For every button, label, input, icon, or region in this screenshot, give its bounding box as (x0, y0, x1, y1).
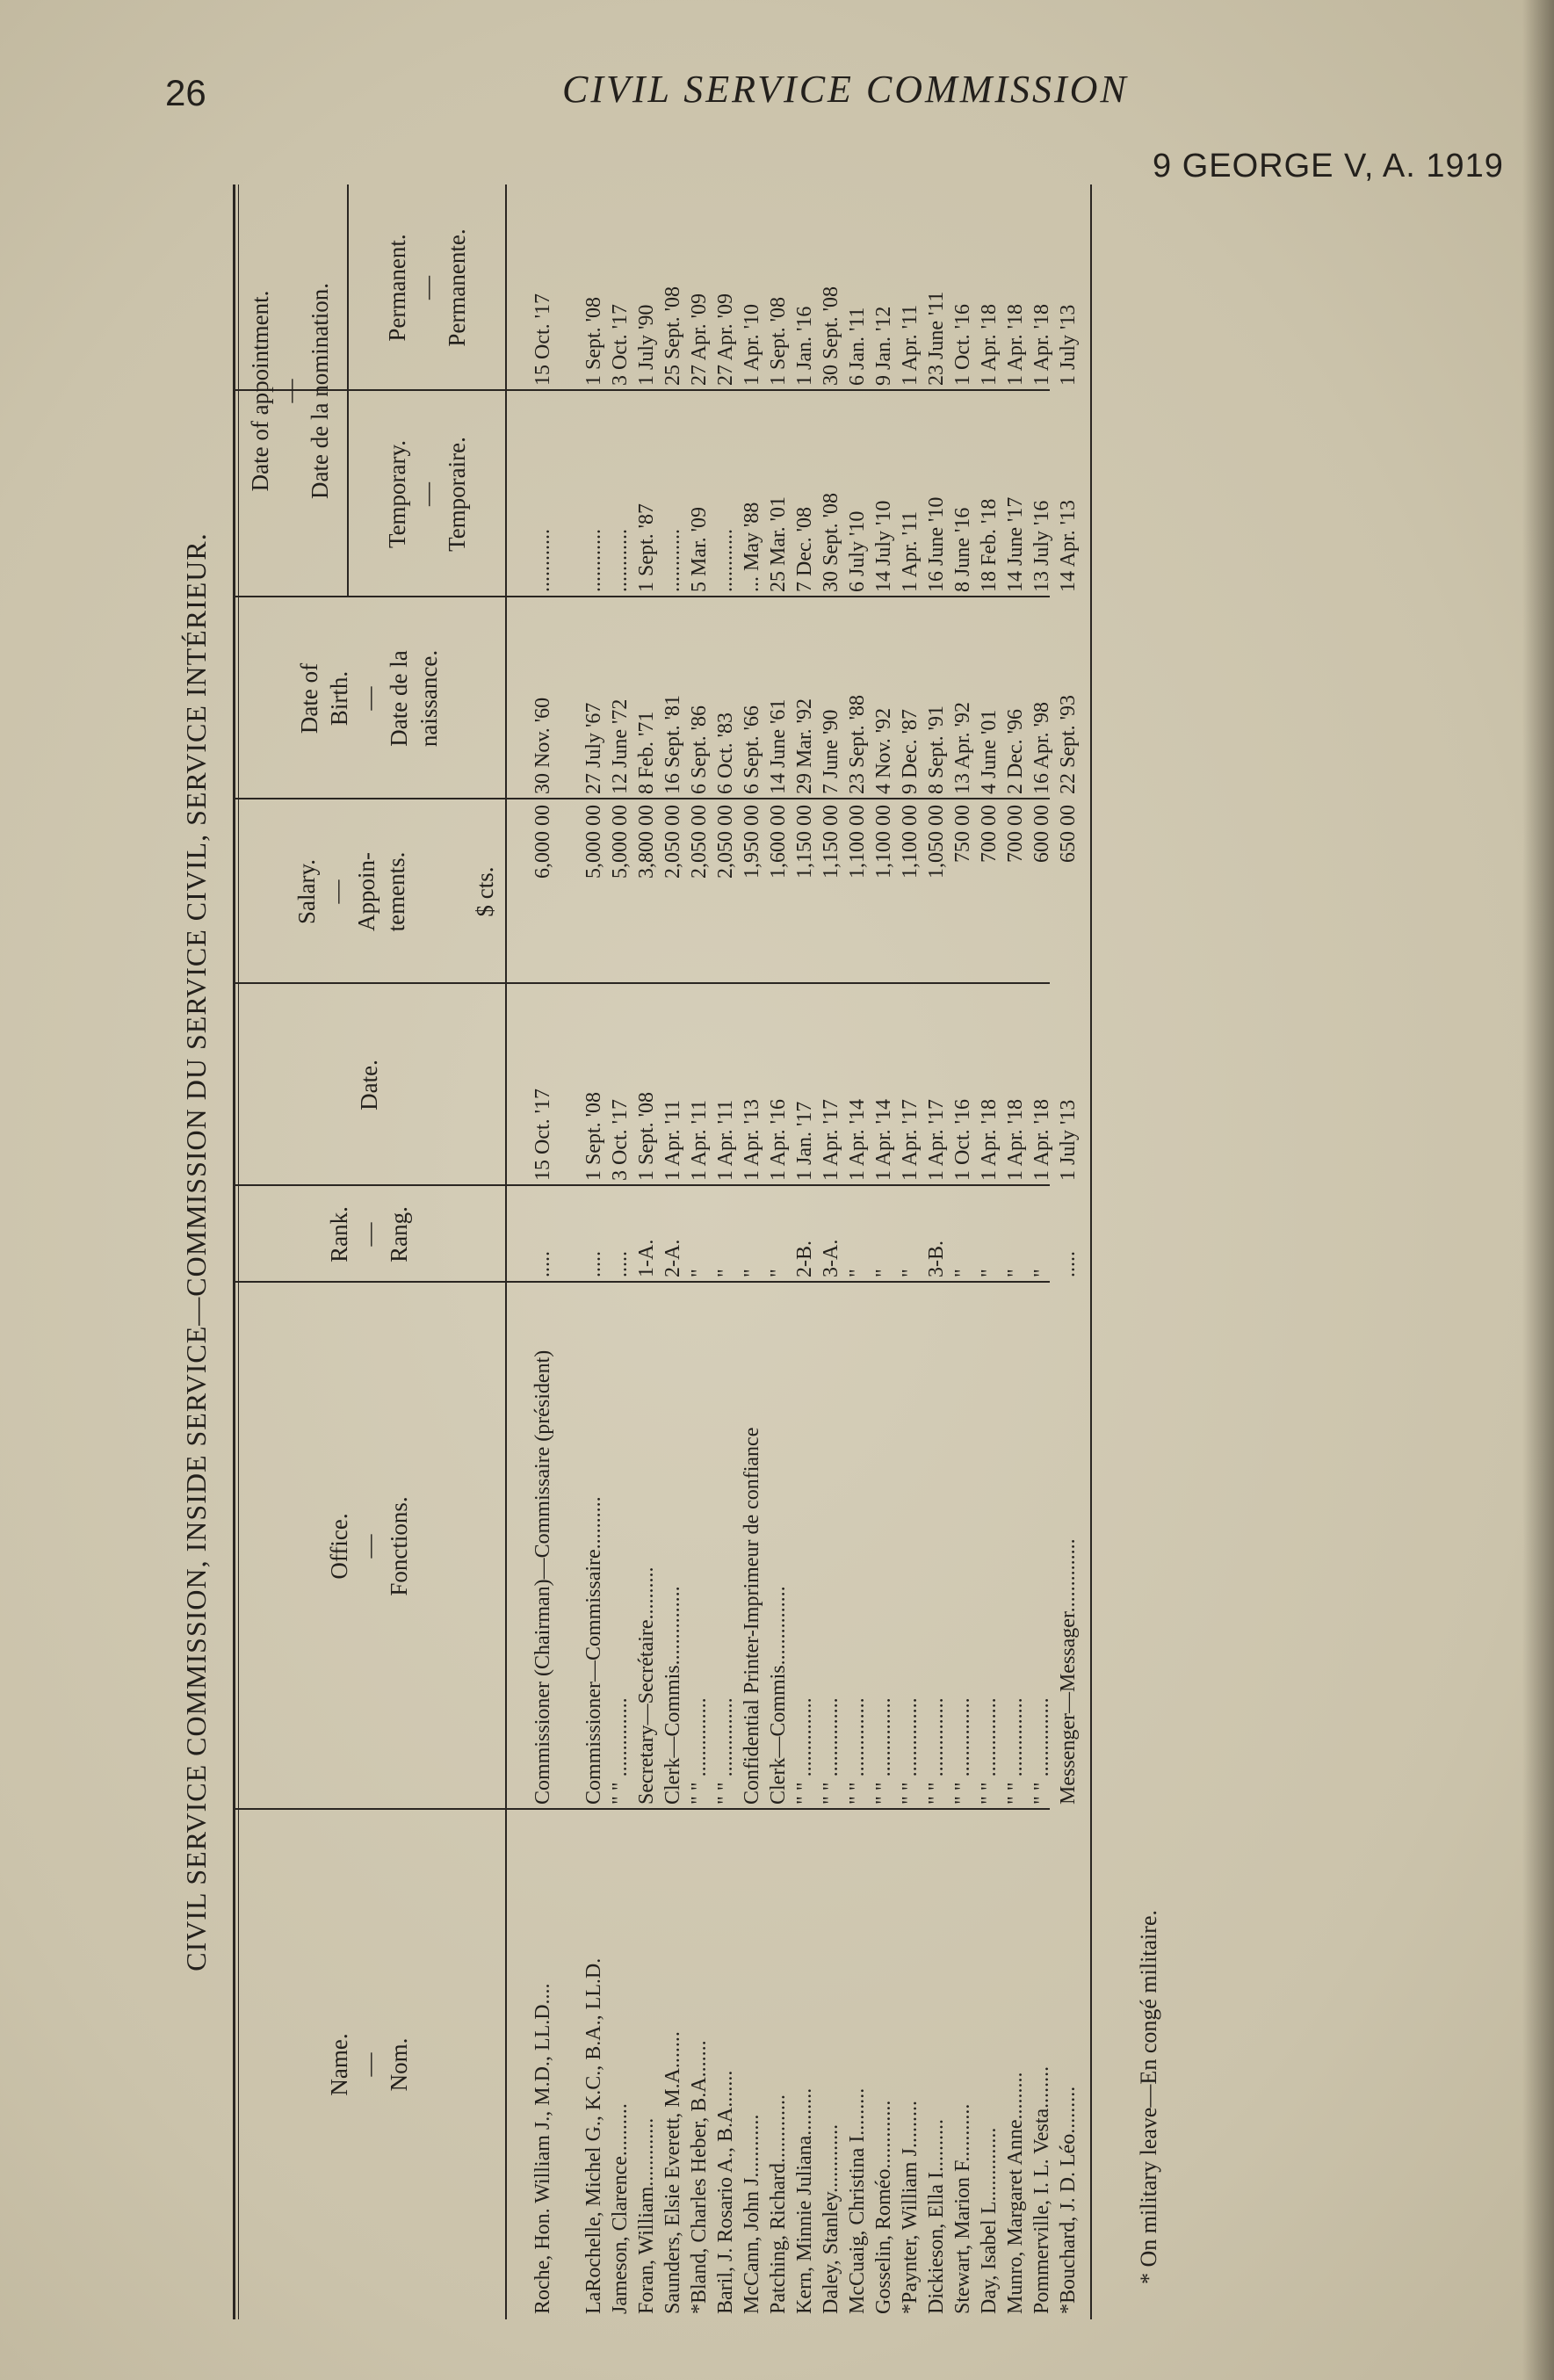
table-row (1057, 184, 1081, 2319)
cell-birth: 8 Feb. '71 (635, 711, 658, 794)
cell-date: 1 Apr. '17 (925, 1099, 948, 1181)
table-row (661, 184, 686, 2319)
cell-permanent: 1 Sept. '08 (767, 297, 790, 386)
cell-temporary: 1 Sept. '87 (635, 503, 658, 592)
cell-office: " " ............... (688, 1697, 711, 1805)
cell-permanent: 1 Oct. '16 (951, 304, 974, 386)
table-row (951, 184, 976, 2319)
cell-birth: 13 Apr. '92 (951, 702, 974, 794)
cell-date: 1 Apr. '11 (714, 1099, 737, 1181)
cell-salary: 6,000 00 (531, 805, 554, 879)
header-salary-line: — (323, 879, 350, 904)
cell-date: 1 Oct. '16 (951, 1099, 974, 1181)
header-salary (233, 799, 470, 984)
header-office-line: Office. (326, 1513, 352, 1580)
cell-birth: 27 July '67 (582, 702, 605, 794)
header-rank-line: Rang. (386, 1206, 412, 1262)
cell-temporary: 30 Sept. '08 (820, 493, 842, 592)
table-row (1030, 184, 1055, 2319)
header-rank-line: — (356, 1222, 382, 1247)
cell-date: 1 Apr. '18 (978, 1099, 1001, 1181)
cell-date: 1 Apr. '14 (872, 1099, 895, 1181)
cell-name: *Paynter, William J......... (899, 2101, 922, 2314)
cell-date: 1 July '13 (1057, 1099, 1080, 1181)
cell-rank: " (978, 1269, 1001, 1277)
header-rank-line: Rank. (326, 1206, 352, 1262)
cell-rank: " (1030, 1269, 1053, 1277)
cell-temporary: ............ (714, 529, 737, 592)
table-row (846, 184, 871, 2319)
cell-rank: ..... (531, 1251, 554, 1277)
cell-permanent: 27 Apr. '09 (714, 293, 737, 386)
cell-office: " " ............... (925, 1697, 948, 1805)
cell-temporary: 14 Apr. '13 (1057, 500, 1080, 592)
cell-office: Commissioner—Commissaire.......... (582, 1496, 605, 1805)
cell-rank: " (951, 1269, 974, 1277)
cell-birth: 16 Apr. '98 (1030, 702, 1053, 794)
cell-date: 1 Apr. '16 (767, 1099, 790, 1181)
table-row (978, 184, 1002, 2319)
cell-office: Clerk—Commis............... (767, 1586, 790, 1805)
table-row (899, 184, 923, 2319)
cell-date: 1 Apr. '18 (1030, 1099, 1053, 1181)
cell-permanent: 6 Jan. '11 (846, 307, 869, 386)
cell-rank: 3-B. (925, 1241, 948, 1277)
header-permanent-line: Permanent. (384, 234, 410, 342)
table-row (793, 184, 818, 2319)
header-permanent-line: Permanente. (444, 228, 470, 347)
header-appointment-line: Date de la nomination. (307, 283, 333, 499)
cell-office: " " ............... (1030, 1697, 1053, 1805)
cell-temporary: 16 June '10 (925, 496, 948, 592)
cell-temporary: 5 Mar. '09 (688, 507, 711, 592)
header-date (233, 984, 505, 1186)
table-row (582, 184, 607, 2319)
cell-permanent: 1 Apr. '18 (1030, 304, 1053, 386)
cell-permanent: 25 Sept. '08 (661, 286, 684, 386)
cell-date: 3 Oct. '17 (609, 1099, 632, 1181)
table-row (609, 184, 633, 2319)
table-rule-2 (505, 184, 507, 2319)
header-temporary-line: — (414, 482, 440, 506)
cell-office: " " ............... (609, 1697, 632, 1805)
cell-name: Saunders, Elsie Everett, M.A....... (661, 2031, 684, 2314)
cell-rank: ..... (1057, 1251, 1080, 1277)
cell-rank: " (714, 1269, 737, 1277)
cell-salary: 1,600 00 (767, 805, 790, 879)
table-row (820, 184, 844, 2319)
header-appointment-line: — (277, 379, 303, 403)
cell-rank: " (741, 1269, 763, 1277)
cell-office: " " ............... (951, 1697, 974, 1805)
cell-salary: 700 00 (1004, 805, 1027, 863)
cell-temporary: 13 July '16 (1030, 500, 1053, 592)
header-date-line: Date. (356, 1060, 382, 1110)
header-office (233, 1283, 505, 1810)
cell-permanent: 3 Oct. '17 (609, 304, 632, 386)
header-birth (233, 597, 505, 799)
cell-date: 1 Sept. '08 (635, 1092, 658, 1181)
cell-name: Pommerville, I. L. Vesta........ (1030, 2065, 1053, 2314)
cell-name: Foran, William............. (635, 2117, 658, 2314)
cell-permanent: 30 Sept. '08 (820, 286, 842, 386)
cell-office: " " ............... (899, 1697, 922, 1805)
cell-salary: 1,050 00 (925, 805, 948, 879)
header-temporary-line: Temporaire. (444, 437, 470, 552)
cell-rank: 2-B. (793, 1241, 816, 1277)
cell-name: Kern, Minnie Juliana......... (793, 2087, 816, 2314)
cell-name: McCuaig, Christina I......... (846, 2087, 869, 2314)
cell-temporary: ............ (609, 529, 632, 592)
cell-name: Jameson, Clarence.......... (609, 2103, 632, 2314)
cell-date: 1 Apr. '13 (741, 1099, 763, 1181)
cell-temporary: ... May '88 (741, 502, 763, 592)
cell-salary: 2,050 00 (688, 805, 711, 879)
table-row (531, 184, 581, 2319)
header-birth-line: Birth. (326, 670, 352, 727)
header-office-line: — (356, 1534, 382, 1559)
table-row (635, 184, 660, 2319)
cell-name: Dickieson, Ella I.......... (925, 2119, 948, 2314)
cell-office: " " ............... (793, 1697, 816, 1805)
cell-salary: 2,050 00 (661, 805, 684, 879)
cell-rank: 2-A. (661, 1239, 684, 1277)
staff-table (180, 184, 1322, 2319)
header-rank (233, 1186, 505, 1283)
cell-rank: " (899, 1269, 922, 1277)
cell-temporary: ............ (661, 529, 684, 592)
cell-salary: 2,050 00 (714, 805, 737, 879)
cell-birth: 23 Sept. '88 (846, 695, 869, 794)
header-temporary-line: Temporary. (384, 439, 410, 549)
header-birth-line: naissance. (416, 649, 442, 748)
cell-temporary: 6 July '10 (846, 510, 869, 592)
cell-salary: 1,100 00 (899, 805, 922, 879)
cell-salary: 5,000 00 (609, 805, 632, 879)
cell-salary: 3,800 00 (635, 805, 658, 879)
cell-temporary: ............ (582, 529, 605, 592)
header-name-line: Name. (326, 2033, 352, 2096)
cell-date: 15 Oct. '17 (531, 1089, 554, 1181)
cell-birth: 6 Sept. '66 (741, 705, 763, 794)
header-salary-line: Salary. (293, 859, 320, 924)
cell-office: Commissioner (Chairman)—Commissaire (président) (531, 1349, 554, 1805)
cell-birth: 9 Dec. '87 (899, 709, 922, 794)
table-row (767, 184, 791, 2319)
cell-rank: " (767, 1269, 790, 1277)
cell-salary: 1,100 00 (846, 805, 869, 879)
cell-office: " " ............... (846, 1697, 869, 1805)
cell-permanent: 9 Jan. '12 (872, 306, 895, 386)
cell-rank: " (846, 1269, 869, 1277)
cell-birth: 4 June '01 (978, 709, 1001, 794)
session-label: 9 GEORGE V, A. 1919 (1153, 148, 1504, 184)
cell-date: 1 Apr. '18 (1004, 1099, 1027, 1181)
cell-temporary: 8 June '16 (951, 507, 974, 592)
cell-rank: ..... (609, 1251, 632, 1277)
cell-name: Patching, Richard............. (767, 2094, 790, 2314)
cell-office: " " ............... (820, 1697, 842, 1805)
page-edge-shadow (1522, 0, 1554, 2380)
cell-office: " " ............... (714, 1697, 737, 1805)
cell-office: " " ............... (872, 1697, 895, 1805)
cell-birth: 8 Sept. '91 (925, 705, 948, 794)
header-appointment (233, 184, 347, 597)
running-head: CIVIL SERVICE COMMISSION (562, 68, 1129, 111)
cell-temporary: ............ (531, 529, 554, 592)
header-appointment-line: Date of appointment. (247, 290, 273, 492)
cell-office: Messenger—Messager.............. (1057, 1538, 1080, 1805)
page-number: 26 (165, 72, 206, 113)
cell-salary: 1,150 00 (793, 805, 816, 879)
cell-salary: 1,950 00 (741, 805, 763, 879)
cell-date: 1 Jan. '17 (793, 1101, 816, 1181)
table-row (741, 184, 765, 2319)
footnote: * On military leave—En congé militaire. (1136, 1910, 1161, 2284)
cell-name: Day, Isabel L.............. (978, 2127, 1001, 2314)
cell-name: *Bland, Charles Heber, B.A....... (688, 2040, 711, 2314)
cell-date: 1 Apr. '11 (661, 1099, 684, 1181)
cell-birth: 2 Dec. '96 (1004, 709, 1027, 794)
cell-temporary: 1 Apr. '11 (899, 510, 922, 592)
cell-name: McCann, John J............ (741, 2114, 763, 2314)
cell-date: 1 Apr. '17 (820, 1099, 842, 1181)
cell-salary: 700 00 (978, 805, 1001, 863)
salary-unit-label: $ cts. (472, 866, 498, 917)
header-office-line: Fonctions. (386, 1496, 412, 1596)
header-birth-line: Date de la (386, 650, 412, 747)
header-name-line: Nom. (386, 2037, 412, 2092)
header-birth-line: Date of (296, 662, 322, 734)
cell-birth: 7 June '90 (820, 709, 842, 794)
cell-birth: 14 June '61 (767, 698, 790, 794)
cell-rank: ..... (582, 1251, 605, 1277)
table-bottom-rule (1090, 184, 1092, 2319)
cell-temporary: 7 Dec. '08 (793, 507, 816, 592)
cell-salary: 600 00 (1030, 805, 1053, 863)
header-name-line: — (356, 2052, 382, 2077)
cell-salary: 750 00 (951, 805, 974, 863)
table-row (714, 184, 739, 2319)
header-temporary (349, 391, 505, 597)
cell-birth: 16 Sept. '81 (661, 695, 684, 794)
table-row (872, 184, 897, 2319)
cell-permanent: 27 Apr. '09 (688, 293, 711, 386)
cell-permanent: 1 Sept. '08 (582, 297, 605, 386)
cell-salary: 1,150 00 (820, 805, 842, 879)
cell-temporary: 18 Feb. '18 (978, 498, 1001, 592)
cell-rank: " (688, 1269, 711, 1277)
cell-date: 1 Apr. '11 (688, 1099, 711, 1181)
cell-birth: 6 Sept. '86 (688, 705, 711, 794)
cell-rank: " (872, 1269, 895, 1277)
cell-birth: 29 Mar. '92 (793, 698, 816, 794)
cell-name: LaRochelle, Michel G., K.C., B.A., LL.D. (582, 1957, 605, 2314)
cell-birth: 4 Nov. '92 (872, 707, 895, 794)
cell-permanent: 1 Apr. '10 (741, 304, 763, 386)
cell-birth: 12 June '72 (609, 698, 632, 794)
header-permanent-line: — (414, 276, 440, 300)
table-row (688, 184, 712, 2319)
header-name (233, 1810, 505, 2319)
cell-temporary: 14 July '10 (872, 500, 895, 592)
cell-permanent: 1 Jan. '16 (793, 306, 816, 386)
cell-permanent: 23 June '11 (925, 291, 948, 386)
cell-salary: 1,100 00 (872, 805, 895, 879)
header-birth-line: — (356, 686, 382, 711)
table-row (1004, 184, 1029, 2319)
cell-rank: 3-A. (820, 1239, 842, 1277)
cell-date: 1 Sept. '08 (582, 1092, 605, 1181)
table-title: CIVIL SERVICE COMMISSION, INSIDE SERVICE—COMMISSION DU SERVICE CIVIL, SERVICE INTÉRIEUR. (180, 532, 212, 1971)
cell-name: Roche, Hon. William J., M.D., LL.D.... (531, 1983, 554, 2314)
cell-office: " " ............... (978, 1697, 1001, 1805)
cell-birth: 6 Oct. '83 (714, 713, 737, 794)
cell-salary: 5,000 00 (582, 805, 605, 879)
cell-rank: " (1004, 1269, 1027, 1277)
cell-name: Gosselin, Roméo............. (872, 2100, 895, 2314)
cell-name: Daley, Stanley............. (820, 2123, 842, 2314)
cell-office: Confidential Printer-Imprimeur de confiance (741, 1427, 763, 1805)
cell-temporary: 14 June '17 (1004, 496, 1027, 592)
cell-office: " " ............... (1004, 1697, 1027, 1805)
cell-date: 1 Apr. '17 (899, 1099, 922, 1181)
cell-birth: 30 Nov. '60 (531, 697, 554, 794)
header-salary-line: tements. (383, 851, 409, 932)
cell-office: Secretary—Secrétaire.......... (635, 1566, 658, 1805)
cell-permanent: 15 Oct. '17 (531, 293, 554, 386)
cell-office: Clerk—Commis............... (661, 1586, 684, 1805)
cell-name: Munro, Margaret Anne......... (1004, 2072, 1027, 2314)
cell-permanent: 1 July '13 (1057, 304, 1080, 386)
header-salary-line: Appoin- (353, 852, 379, 931)
cell-name: Stewart, Marion F........... (951, 2103, 974, 2314)
cell-permanent: 1 Apr. '18 (1004, 304, 1027, 386)
cell-rank: 1-A. (635, 1239, 658, 1277)
cell-date: 1 Apr. '14 (846, 1099, 869, 1181)
cell-permanent: 1 Apr. '18 (978, 304, 1001, 386)
cell-permanent: 1 Apr. '11 (899, 304, 922, 386)
cell-name: Baril, J. Rosario A., B.A....... (714, 2070, 737, 2314)
header-permanent (349, 184, 505, 391)
cell-name: *Bouchard, J. D. Léo......... (1057, 2086, 1080, 2314)
table-row (925, 184, 950, 2319)
cell-salary: 650 00 (1057, 805, 1080, 863)
cell-temporary: 25 Mar. '01 (767, 496, 790, 592)
cell-permanent: 1 July '90 (635, 304, 658, 386)
cell-birth: 22 Sept. '93 (1057, 695, 1080, 794)
